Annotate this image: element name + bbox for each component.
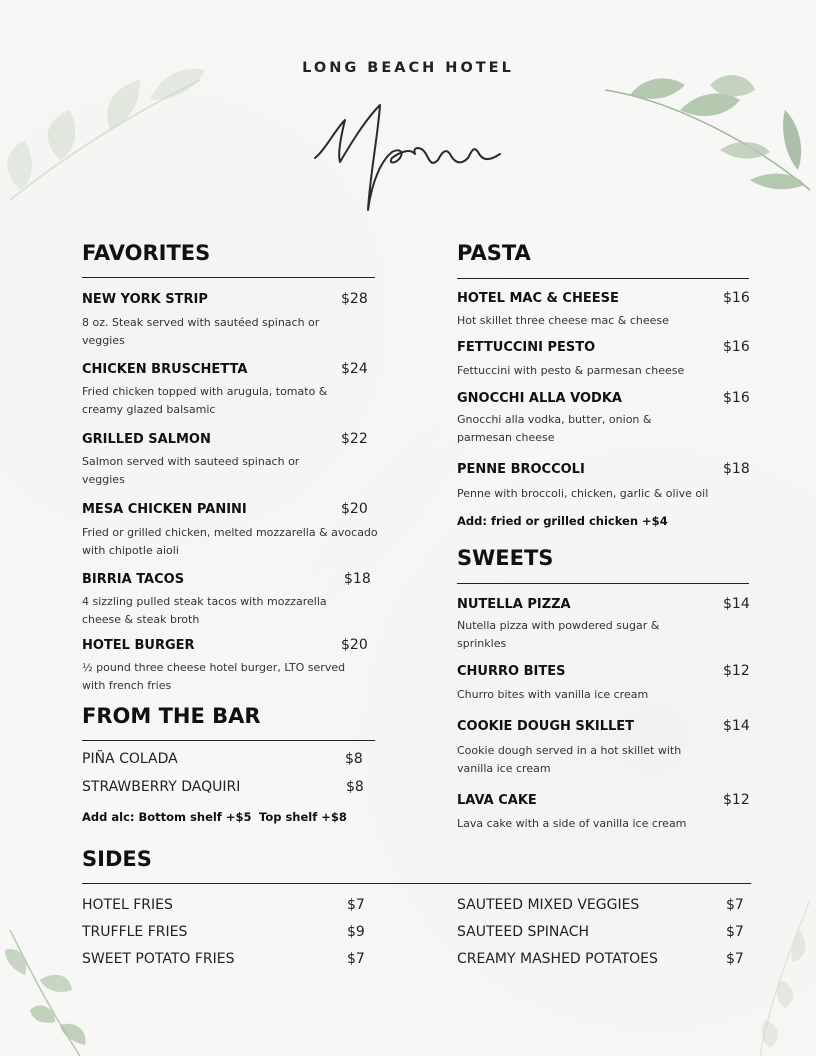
menu-item-name: BIRRIA TACOS: [82, 572, 185, 587]
bar-item-name: PIÑA COLADA: [82, 751, 178, 767]
side-item-name: TRUFFLE FRIES: [82, 924, 188, 940]
menu-item-desc: 8 oz. Steak served with sautéed spinach or veggies: [82, 316, 320, 347]
menu-item-name: COOKIE DOUGH SKILLET: [457, 719, 635, 734]
menu-item-name: GRILLED SALMON: [82, 432, 211, 447]
bar-item-price: $8: [345, 751, 363, 767]
bar-item-name: STRAWBERRY DAQUIRI: [82, 779, 241, 795]
menu-item-name: CHURRO BITES: [457, 664, 566, 679]
menu-item-name: HOTEL MAC & CHEESE: [457, 291, 619, 306]
sides-rule: [82, 883, 751, 884]
pasta-title: PASTA: [457, 241, 531, 265]
menu-item-desc: Fried or grilled chicken, melted mozzarella & avocado with chipotle aioli: [82, 526, 378, 557]
menu-item-desc: Fried chicken topped with arugula, tomato & creamy glazed balsamic: [82, 385, 328, 416]
menu-item-name: NUTELLA PIZZA: [457, 597, 571, 612]
menu-item-name: HOTEL BURGER: [82, 638, 195, 653]
side-item-price: $7: [347, 897, 365, 913]
bar-item-price: $8: [346, 779, 364, 795]
menu-item-name: GNOCCHI ALLA VODKA: [457, 391, 622, 406]
side-item-price: $7: [726, 924, 744, 940]
menu-item-name: FETTUCCINI PESTO: [457, 340, 596, 355]
side-item-name: HOTEL FRIES: [82, 897, 173, 913]
menu-item-desc: Cookie dough served in a hot skillet with vanilla ice cream: [457, 744, 682, 775]
favorites-rule: [82, 277, 375, 278]
bar-title: FROM THE BAR: [82, 704, 261, 728]
menu-item-desc: 4 sizzling pulled steak tacos with mozzarella cheese & steak broth: [82, 595, 327, 626]
menu-item-price: $14: [723, 718, 750, 734]
menu-item-name: NEW YORK STRIP: [82, 292, 208, 307]
menu-item-price: $16: [723, 339, 750, 355]
side-item-price: $7: [726, 897, 744, 913]
menu-item-name: MESA CHICKEN PANINI: [82, 502, 247, 517]
sides-title: SIDES: [82, 847, 152, 871]
menu-item-desc: Fettuccini with pesto & parmesan cheese: [457, 364, 685, 377]
menu-item-desc: Hot skillet three cheese mac & cheese: [457, 314, 669, 327]
bar-note-bottom-shelf: Add alc: Bottom shelf +$5: [82, 810, 252, 824]
menu-item-price: $16: [723, 290, 750, 306]
menu-item-price: $20: [341, 637, 368, 653]
menu-item-desc: Gnocchi alla vodka, butter, onion & parmesan cheese: [457, 413, 652, 444]
menu-item-price: $20: [341, 501, 368, 517]
menu-item-price: $28: [341, 291, 368, 307]
side-item-price: $9: [347, 924, 365, 940]
menu-item-price: $12: [723, 792, 750, 808]
side-item-name: SAUTEED SPINACH: [457, 924, 590, 940]
menu-item-price: $14: [723, 596, 750, 612]
pasta-rule: [457, 278, 749, 279]
hotel-name: LONG BEACH HOTEL: [302, 60, 514, 76]
menu-item-desc: Churro bites with vanilla ice cream: [457, 688, 649, 701]
menu-item-desc: Salmon served with sauteed spinach or veggies: [82, 455, 300, 486]
menu-item-price: $12: [723, 663, 750, 679]
bar-rule: [82, 740, 375, 741]
menu-item-price: $18: [344, 571, 371, 587]
leaf-top-right-icon: [600, 70, 816, 200]
side-item-name: SWEET POTATO FRIES: [82, 951, 235, 967]
menu-script-title: [300, 80, 520, 215]
side-item-name: CREAMY MASHED POTATOES: [457, 951, 658, 967]
sweets-rule: [457, 583, 749, 584]
menu-item-desc: Lava cake with a side of vanilla ice cream: [457, 817, 687, 830]
side-item-price: $7: [347, 951, 365, 967]
menu-item-desc: Penne with broccoli, chicken, garlic & olive oil: [457, 487, 709, 500]
menu-item-desc: Nutella pizza with powdered sugar & sprinkles: [457, 619, 660, 650]
menu-item-price: $22: [341, 431, 368, 447]
menu-title-text: Menu: [300, 80, 303, 81]
menu-item-name: CHICKEN BRUSCHETTA: [82, 362, 248, 377]
menu-item-price: $18: [723, 461, 750, 477]
menu-item-name: PENNE BROCCOLI: [457, 462, 585, 477]
menu-item-price: $16: [723, 390, 750, 406]
menu-item-price: $24: [341, 361, 368, 377]
menu-item-name: LAVA CAKE: [457, 793, 537, 808]
bar-note-top-shelf: Top shelf +$8: [259, 810, 347, 824]
menu-item-desc: ½ pound three cheese hotel burger, LTO served with french fries: [82, 661, 346, 692]
sweets-title: SWEETS: [457, 546, 554, 570]
leaf-bottom-left-icon: [0, 930, 110, 1056]
side-item-price: $7: [726, 951, 744, 967]
side-item-name: SAUTEED MIXED VEGGIES: [457, 897, 640, 913]
favorites-title: FAVORITES: [82, 241, 211, 265]
pasta-add-note: Add: fried or grilled chicken +$4: [457, 514, 668, 528]
